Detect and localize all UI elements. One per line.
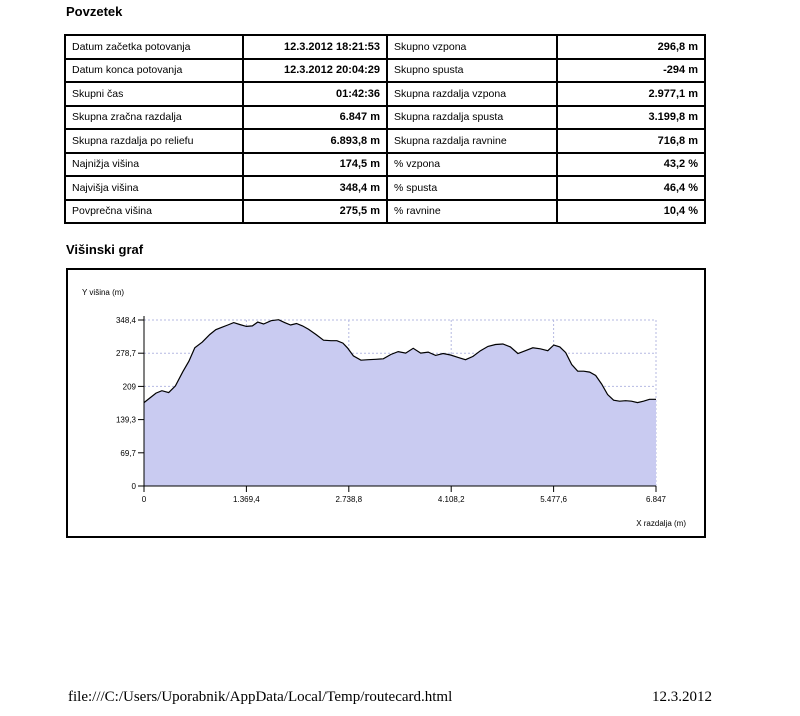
x-tick-label: 4.108,2 xyxy=(437,495,465,504)
stat-label: % ravnine xyxy=(387,200,557,224)
table-row xyxy=(65,129,705,153)
stat-value: 43,2 % xyxy=(557,153,705,177)
stat-label: % vzpona xyxy=(387,153,557,177)
stat-value: -294 m xyxy=(557,59,705,83)
elevation-graph xyxy=(66,268,706,538)
summary-table xyxy=(64,34,706,224)
stat-label: Najnižja višina xyxy=(65,153,243,177)
stat-label: Povprečna višina xyxy=(65,200,243,224)
stat-label: Skupni čas xyxy=(65,82,243,106)
stat-value: 01:42:36 xyxy=(243,82,387,106)
stat-value: 174,5 m xyxy=(243,153,387,177)
y-tick-label: 278,7 xyxy=(115,349,136,359)
table-row xyxy=(65,35,705,59)
table-row xyxy=(65,82,705,106)
table-row xyxy=(65,59,705,83)
graph-title: Višinski graf xyxy=(66,242,144,257)
footer-url: file:///C:/Users/Uporabnik/AppData/Local/Temp/routecard.html xyxy=(68,689,453,705)
stat-value: 3.199,8 m xyxy=(557,106,705,130)
stat-label: Najvišja višina xyxy=(65,176,243,200)
stat-value: 6.847 m xyxy=(243,106,387,130)
x-tick-label: 5.477,6 xyxy=(540,495,567,504)
stat-label: Skupna razdalja vzpona xyxy=(387,82,557,106)
table-row xyxy=(65,176,705,200)
stat-value: 6.893,8 m xyxy=(243,129,387,153)
y-tick-label: 0 xyxy=(131,482,136,491)
y-tick-label: 209 xyxy=(122,382,136,392)
stat-label: Skupna zračna razdalja xyxy=(65,106,243,130)
y-tick-label: 69,7 xyxy=(120,448,136,458)
stat-value: 10,4 % xyxy=(557,200,705,224)
stat-label: Skupno spusta xyxy=(387,59,557,83)
stat-label: Skupno vzpona xyxy=(387,35,557,59)
stat-value: 46,4 % xyxy=(557,176,705,200)
stat-value: 2.977,1 m xyxy=(557,82,705,106)
table-row xyxy=(65,153,705,177)
elevation-area xyxy=(144,320,656,486)
stat-label: % spusta xyxy=(387,176,557,200)
stat-value: 716,8 m xyxy=(557,129,705,153)
stat-value: 296,8 m xyxy=(557,35,705,59)
elevation-chart xyxy=(68,270,704,536)
footer-date: 12.3.2012 xyxy=(652,689,712,705)
x-tick-label: 0 xyxy=(141,495,147,504)
stat-label: Skupna razdalja po reliefu xyxy=(65,129,243,153)
y-tick-label: 348,4 xyxy=(115,316,136,325)
stat-label: Skupna razdalja spusta xyxy=(387,106,557,130)
x-tick-label: 6.847 xyxy=(645,495,667,504)
stat-label: Skupna razdalja ravnine xyxy=(387,129,557,153)
y-tick-label: 139,3 xyxy=(115,415,136,425)
stat-value: 348,4 m xyxy=(243,176,387,200)
summary-title: Povzetek xyxy=(66,4,123,19)
x-tick-label: 2.738,8 xyxy=(335,495,363,504)
stat-value: 12.3.2012 18:21:53 xyxy=(243,35,387,59)
stat-value: 275,5 m xyxy=(243,200,387,224)
y-axis-label: Y višina (m) xyxy=(82,288,125,297)
x-axis-label: X razdalja (m) xyxy=(636,519,686,528)
table-row xyxy=(65,200,705,224)
stat-label: Datum konca potovanja xyxy=(65,59,243,83)
table-row xyxy=(65,106,705,130)
stat-value: 12.3.2012 20:04:29 xyxy=(243,59,387,83)
stat-label: Datum začetka potovanja xyxy=(65,35,243,59)
x-tick-label: 1.369,4 xyxy=(233,495,260,504)
